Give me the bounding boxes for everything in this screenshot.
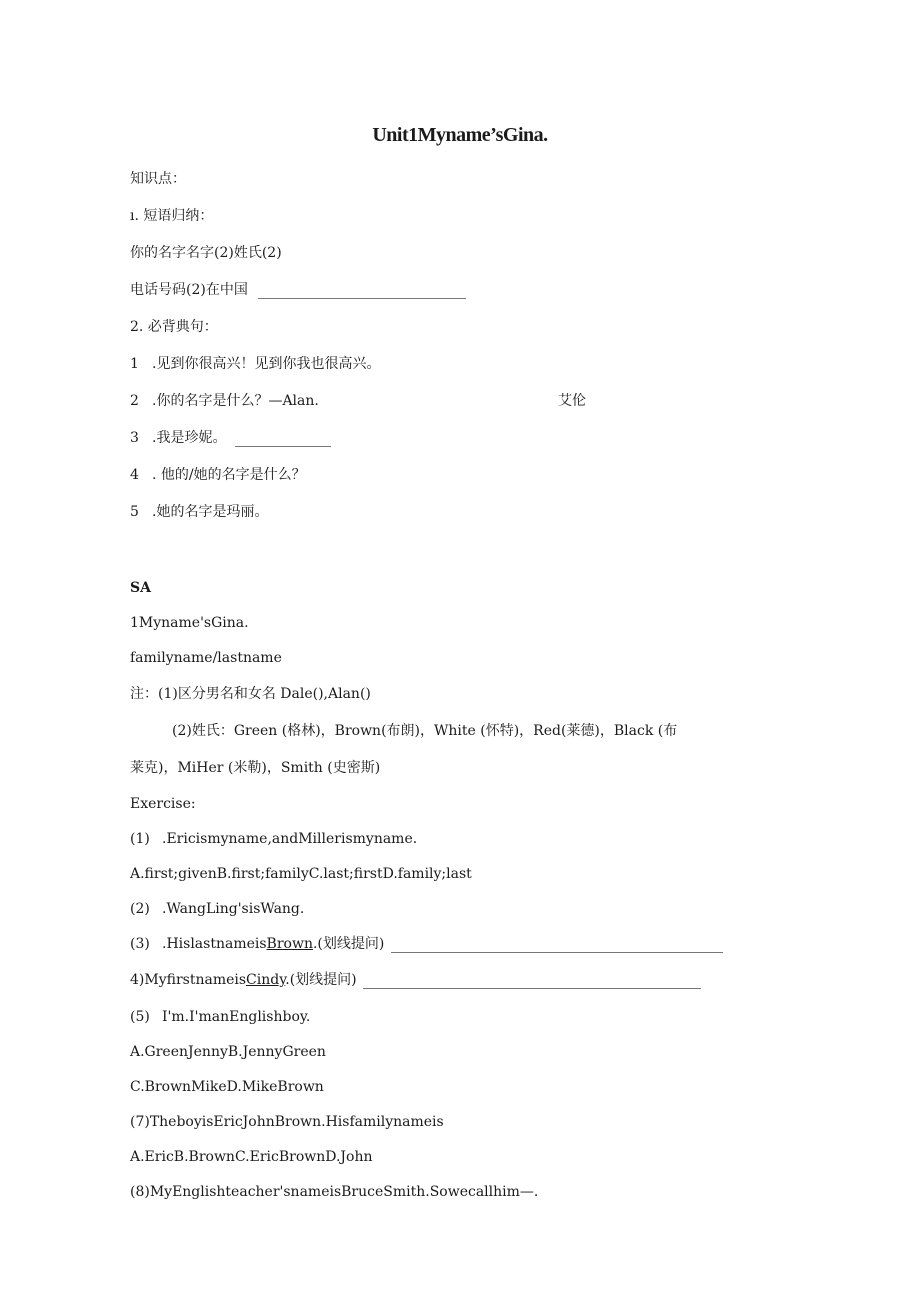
underlined-word: Brown — [266, 936, 313, 952]
sentence-4 — [130, 466, 306, 484]
question-text: .WangLing'sisWang. — [162, 901, 305, 917]
answer-blank[interactable] — [258, 286, 466, 299]
sentence-number: 3 — [130, 430, 139, 446]
question-2 — [130, 900, 304, 918]
question-number: (1) — [130, 831, 150, 847]
question-8: (8)MyEnglishteacher'snameisBruceSmith.Sowecallhim—. — [130, 1184, 539, 1200]
question-4 — [130, 971, 701, 989]
phrase-line-2-text: 电话号码(2)在中国 — [130, 282, 248, 298]
question-text: .(划线提问) — [312, 936, 385, 952]
sentence-text: .你的名字是什么？—Alan. — [152, 393, 319, 409]
note-1: 注：(1)区分男名和女名 Dale(),Alan() — [130, 686, 371, 702]
sentence-number: 5 — [130, 504, 139, 520]
question-1 — [130, 830, 417, 848]
sentence-5 — [130, 503, 268, 521]
question-text: I'm.I'manEnglishboy. — [162, 1009, 311, 1025]
section1-label: ı. 短语归纳： — [130, 208, 214, 224]
question-7: (7)TheboyisEricJohnBrown.Hisfamilynameis — [130, 1114, 444, 1130]
sentence-text: .我是珍妮。 — [152, 430, 227, 446]
question-5 — [130, 1008, 310, 1026]
page-title: Unit1Myname’sGina. — [372, 124, 548, 146]
sentence-text: .她的名字是玛丽。 — [152, 504, 269, 520]
question-number: (3) — [130, 936, 150, 952]
sentence-number: 1 — [130, 356, 139, 372]
sentence-number: 2 — [130, 393, 139, 409]
sa-line-2: familyname/lastname — [130, 650, 282, 666]
answer-blank[interactable] — [235, 434, 331, 447]
sentence-number: 4 — [130, 467, 139, 483]
question-3 — [130, 935, 723, 953]
phrase-line-2 — [130, 281, 466, 299]
question-1-options: A.first;givenB.first;familyC.last;firstD.family;last — [130, 866, 472, 882]
question-text: .Ericismyname,andMillerismyname. — [162, 831, 418, 847]
sa-heading: SA — [130, 580, 151, 596]
sa-line-1: 1Myname'sGina. — [130, 615, 249, 631]
sentence-2 — [130, 392, 319, 410]
question-7-options: A.EricB.BrownC.EricBrownD.John — [130, 1149, 373, 1165]
question-5-options-b: C.BrownMikeD.MikeBrown — [130, 1079, 324, 1095]
exercise-heading: Exercise: — [130, 796, 196, 812]
question-number: (2) — [130, 901, 150, 917]
question-number: (5) — [130, 1009, 150, 1025]
sentence-2-translation: 艾伦 — [558, 393, 586, 409]
section2-label: 2. 必背典句： — [130, 319, 218, 335]
note-3: 莱克)，MiHer (米勒)，Smith (史密斯) — [130, 760, 381, 776]
question-text: 4)Myfirstnameis — [130, 972, 247, 988]
sentence-3 — [130, 429, 331, 447]
question-text: .(划线提问) — [285, 972, 357, 988]
question-text: .Hislastnameis — [162, 936, 267, 952]
answer-blank[interactable] — [391, 940, 723, 953]
knowledge-heading: 知识点： — [130, 171, 186, 187]
question-5-options-a: A.GreenJennyB.JennyGreen — [130, 1044, 326, 1060]
note-2: (2)姓氏：Green (格林)，Brown(布朗)，White (怀特)，Red(莱德)，Black (布 — [172, 723, 678, 739]
sentence-1 — [130, 355, 380, 373]
answer-blank[interactable] — [363, 976, 701, 989]
sentence-text: .见到你很高兴！见到你我也很高兴。 — [152, 356, 381, 372]
underlined-word: Cindy — [246, 972, 286, 988]
sentence-text: . 他的/她的名字是什么？ — [152, 467, 306, 483]
phrase-line-1: 你的名字名字(2)姓氏(2) — [130, 245, 282, 261]
